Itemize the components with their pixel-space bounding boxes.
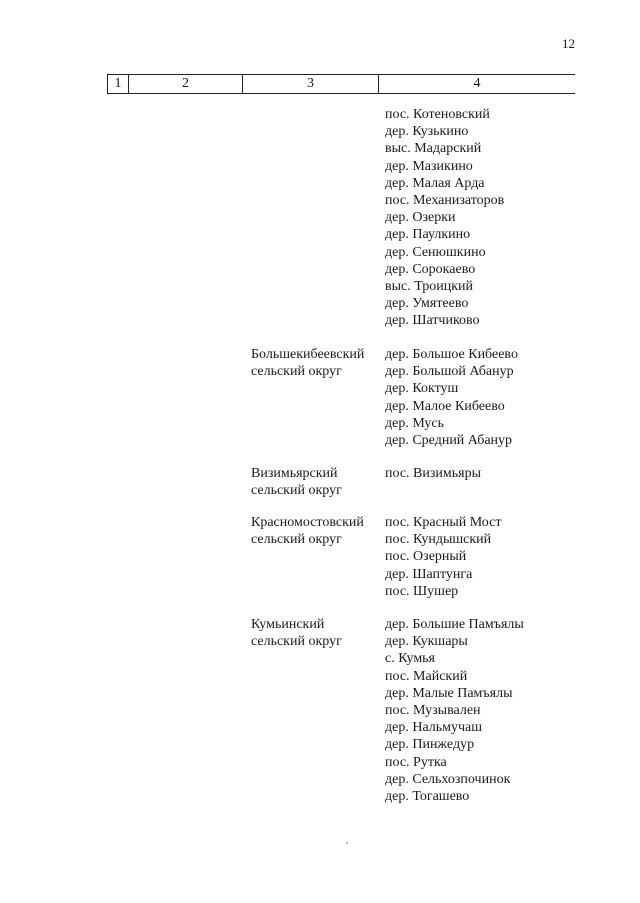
settlement-item: дер. Сельхозпочинок [385, 771, 511, 787]
settlement-item: дер. Шаптунга [385, 566, 473, 582]
settlement-item: выс. Троицкий [385, 278, 474, 294]
settlement-item: пос. Майский [385, 668, 468, 684]
settlement-item: пос. Визимьяры [385, 466, 481, 481]
header-col-2: 2 [129, 75, 243, 93]
settlement-list [385, 465, 481, 482]
settlement-item: дер. Большое Кибеево [385, 347, 518, 362]
settlement-item: дер. Паулкино [385, 227, 471, 243]
settlement-item: пос. Котеновский [385, 107, 490, 122]
settlement-item: дер. Малая Арда [385, 175, 485, 191]
settlement-list [385, 106, 504, 329]
settlement-item: пос. Озерный [385, 549, 467, 565]
settlement-item: дер. Кукшары [385, 634, 468, 650]
settlement-item: дер. Озерки [385, 210, 456, 226]
settlement-item: дер. Шатчиково [385, 313, 480, 329]
settlement-item: дер. Средний Абанур [385, 432, 513, 448]
settlement-item: дер. Сорокаево [385, 261, 476, 277]
settlement-item: выс. Мадарский [385, 141, 482, 157]
settlement-item: дер. Мусь [385, 415, 445, 431]
district-name-line: Визимьярский [251, 466, 338, 481]
district-name-line: Красномостовский [251, 515, 364, 530]
district-name-line: Большекибеевский [251, 347, 365, 362]
settlement-list [385, 514, 502, 600]
settlement-item: дер. Большие Памъялы [385, 617, 524, 632]
settlement-item: дер. Большой Абанур [385, 364, 514, 380]
settlement-item: пос. Красный Мост [385, 515, 502, 530]
district-name [251, 514, 364, 548]
table-header [107, 74, 575, 94]
scan-speck [346, 842, 348, 844]
district-name [251, 346, 364, 380]
header-col-3: 3 [243, 75, 379, 93]
settlement-item: дер. Малое Кибеево [385, 398, 505, 414]
settlement-item: дер. Мазикино [385, 158, 473, 174]
header-col-1: 1 [107, 75, 129, 93]
header-col-4: 4 [473, 76, 481, 91]
settlement-item: дер. Кузькино [385, 124, 469, 140]
settlement-item: пос. Музывален [385, 702, 481, 718]
settlement-item: дер. Пинжедур [385, 737, 475, 753]
settlement-item: пос. Механизаторов [385, 192, 505, 208]
settlement-item: пос. Шушер [385, 583, 459, 599]
page-number: 12 [562, 36, 575, 51]
district-name-line: сельский округ [251, 483, 342, 499]
settlement-item: пос. Кундышский [385, 532, 492, 548]
settlement-item: дер. Сенюшкино [385, 244, 486, 260]
settlement-item: дер. Малые Памъялы [385, 685, 513, 701]
settlement-item: дер. Коктуш [385, 381, 459, 397]
district-name [251, 465, 342, 499]
settlement-item: пос. Рутка [385, 754, 447, 770]
settlement-item: с. Кумья [385, 651, 435, 667]
settlement-item: дер. Умятеево [385, 296, 469, 312]
district-name-line: сельский округ [251, 532, 342, 548]
settlement-item: дер. Нальмучаш [385, 720, 483, 736]
settlement-list [385, 346, 518, 449]
district-name [251, 616, 342, 650]
district-name-line: сельский округ [251, 634, 342, 650]
settlement-item: дер. Тогашево [385, 788, 470, 804]
district-name-line: Кумьинский [251, 617, 325, 632]
district-name-line: сельский округ [251, 364, 342, 380]
settlement-list [385, 616, 524, 805]
